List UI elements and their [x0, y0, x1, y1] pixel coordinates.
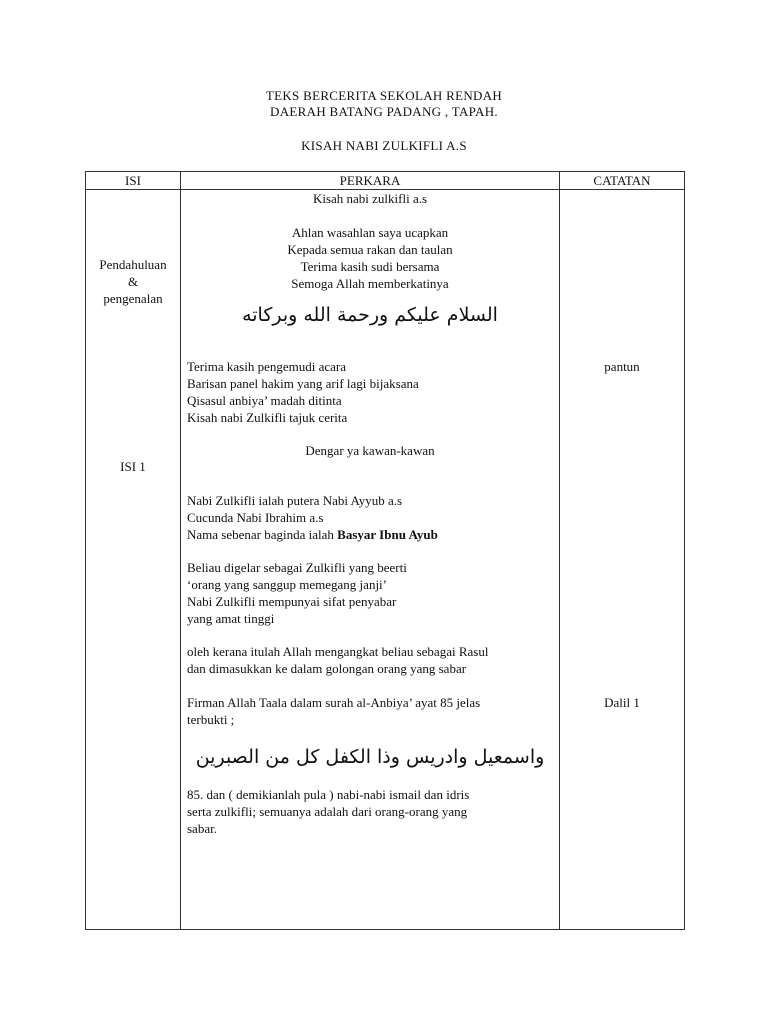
terjemahan-line: 85. dan ( demikianlah pula ) nabi-nabi ismail dan idris	[187, 787, 470, 802]
salam-arabic-text: السلام عليكم ورحمة الله وبركاته	[242, 304, 498, 326]
perkara-story-title	[181, 190, 559, 207]
pantun-line: Barisan panel hakim yang arif lagi bijaksana	[187, 376, 419, 391]
verse-line: Semoga Allah memberkatinya	[291, 276, 449, 291]
firman-line: Firman Allah Taala dalam surah al-Anbiya’ ayat 85 jelas	[187, 695, 481, 710]
pantun-line: Kisah nabi Zulkifli tajuk cerita	[187, 410, 348, 425]
catatan-cell	[560, 190, 685, 930]
nama-prefix: Nama sebenar baginda ialah	[187, 527, 338, 542]
ayat-arabic-text: واسمعيل وادريس وذا الكفل كل من الصبرين	[195, 746, 545, 768]
perkara-title-line: Kisah nabi zulkifli a.s	[312, 191, 428, 206]
greeting-verse	[181, 224, 559, 292]
oleh-line: dan dimasukkan ke dalam golongan orang yang sabar	[187, 661, 467, 676]
beliau-line: ‘orang yang sanggup memegang janji’	[187, 577, 387, 592]
header-line-1: TEKS BERCERITA SEKOLAH RENDAH	[265, 88, 503, 103]
dengar-line-block	[181, 442, 559, 459]
firman-paragraph	[187, 694, 551, 728]
beliau-line: Beliau digelar sebagai Zulkifli yang beerti	[187, 560, 407, 575]
nabi-intro-paragraph	[187, 492, 551, 543]
verse-line: Ahlan wasahlan saya ucapkan	[291, 225, 449, 240]
terjemahan-line: serta zulkifli; semuanya adalah dari orang-orang yang	[187, 804, 468, 819]
verse-line: Kepada semua rakan dan taulan	[287, 242, 453, 257]
oleh-line: oleh kerana itulah Allah mengangkat beliau sebagai Rasul	[187, 644, 489, 659]
ayat-arabic-block	[181, 745, 559, 769]
isi-intro-label-3: pengenalan	[103, 291, 163, 306]
terjemahan-paragraph	[187, 786, 551, 837]
catatan-dalil: Dalil 1	[604, 695, 640, 710]
pantun-line: Qisasul anbiya’ madah ditinta	[187, 393, 342, 408]
salam-arabic-block	[181, 303, 559, 327]
terjemahan-line: sabar.	[187, 821, 217, 836]
isi-1-label: ISI 1	[120, 459, 146, 474]
firman-line: terbukti ;	[187, 712, 235, 727]
story-table	[85, 171, 685, 930]
pantun-line: Terima kasih pengemudi acara	[187, 359, 346, 374]
nama-line	[187, 526, 551, 543]
table-header-row	[86, 172, 685, 190]
beliau-line: Nabi Zulkifli mempunyai sifat penyabar	[187, 594, 397, 609]
nama-bold: Basyar Ibnu Ayub	[337, 527, 438, 542]
column-header-catatan: CATATAN	[560, 172, 685, 190]
pantun-verse	[187, 358, 551, 426]
table-body-row	[86, 190, 685, 930]
perkara-cell	[181, 190, 560, 930]
isi-intro-label-1: Pendahuluan	[99, 257, 167, 272]
column-header-isi: ISI	[86, 172, 181, 190]
beliau-line: yang amat tinggi	[187, 611, 275, 626]
verse-line: Terima kasih sudi bersama	[300, 259, 440, 274]
oleh-paragraph	[187, 643, 551, 677]
story-title: KISAH NABI ZULKIFLI A.S	[301, 138, 467, 153]
header-line-2: DAERAH BATANG PADANG , TAPAH.	[270, 104, 498, 119]
column-header-perkara: PERKARA	[181, 172, 560, 190]
dengar-line: Dengar ya kawan-kawan	[305, 443, 435, 458]
nabi-line: Nabi Zulkifli ialah putera Nabi Ayyub a.s	[187, 493, 403, 508]
catatan-pantun: pantun	[604, 359, 640, 374]
isi-cell	[86, 190, 181, 930]
nabi-line: Cucunda Nabi Ibrahim a.s	[187, 510, 324, 525]
beliau-paragraph	[187, 559, 551, 627]
isi-intro-label-2: &	[127, 274, 139, 289]
